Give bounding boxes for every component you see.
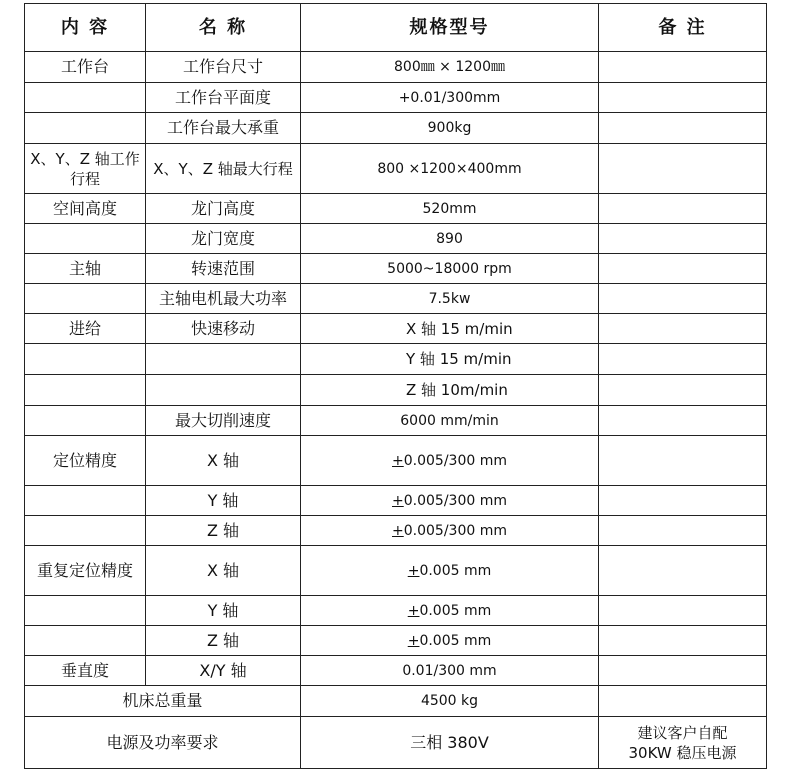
spec-cell: 890 — [301, 224, 599, 254]
table-row — [25, 194, 767, 224]
name-cell: X 轴 — [146, 436, 301, 486]
name-cell: X、Y、Z 轴最大行程 — [146, 144, 301, 194]
spec-cell: 7.5kw — [301, 284, 599, 314]
table-row — [25, 284, 767, 314]
name-cell: 工作台尺寸 — [146, 52, 301, 83]
spec-cell — [301, 596, 599, 626]
name-cell: Y 轴 — [146, 596, 301, 626]
name-cell: 龙门宽度 — [146, 224, 301, 254]
category-cell: 定位精度 — [25, 436, 146, 486]
header-note: 备 注 — [599, 4, 767, 52]
note-cell — [599, 375, 767, 406]
power-row — [25, 717, 767, 769]
plus-minus-sign: + — [392, 522, 404, 539]
note-cell — [599, 52, 767, 83]
note-cell — [599, 546, 767, 596]
category-cell — [25, 626, 146, 656]
category-cell — [25, 516, 146, 546]
table-row — [25, 52, 767, 83]
table-row — [25, 656, 767, 686]
spec-cell: X 轴 15 m/min — [301, 314, 599, 344]
spec-value: 0.005 mm — [419, 602, 492, 619]
name-cell: X/Y 轴 — [146, 656, 301, 686]
name-cell: 最大切削速度 — [146, 406, 301, 436]
note-cell — [599, 314, 767, 344]
spec-cell — [301, 486, 599, 516]
spec-cell — [301, 626, 599, 656]
power-value: 三相 380V — [301, 717, 599, 769]
category-cell — [25, 406, 146, 436]
name-cell: 主轴电机最大功率 — [146, 284, 301, 314]
note-cell — [599, 626, 767, 656]
spec-cell: 800㎜ × 1200㎜ — [301, 52, 599, 83]
name-cell: Z 轴 — [146, 626, 301, 656]
table-row — [25, 224, 767, 254]
note-cell — [599, 656, 767, 686]
plus-minus-sign: + — [407, 632, 420, 649]
note-cell — [599, 284, 767, 314]
category-cell: 进给 — [25, 314, 146, 344]
table-row — [25, 83, 767, 113]
category-cell — [25, 224, 146, 254]
category-cell — [25, 596, 146, 626]
spec-value: 0.005/300 mm — [403, 522, 507, 539]
spec-cell: 900kg — [301, 113, 599, 144]
plus-minus-sign: + — [407, 602, 420, 619]
name-cell: 工作台最大承重 — [146, 113, 301, 144]
category-cell: 垂直度 — [25, 656, 146, 686]
category-cell: 空间高度 — [25, 194, 146, 224]
note-cell — [599, 516, 767, 546]
note-cell — [599, 596, 767, 626]
spec-cell: 520mm — [301, 194, 599, 224]
name-cell: Z 轴 — [146, 516, 301, 546]
note-cell — [599, 224, 767, 254]
header-name: 名 称 — [146, 4, 301, 52]
spec-cell: +0.01/300mm — [301, 83, 599, 113]
name-cell: Y 轴 — [146, 486, 301, 516]
spec-value: 0.005/300 mm — [403, 452, 507, 469]
category-cell — [25, 83, 146, 113]
weight-note — [599, 686, 767, 717]
table-row — [25, 626, 767, 656]
category-cell — [25, 284, 146, 314]
name-cell — [146, 344, 301, 375]
table-row — [25, 596, 767, 626]
name-cell: 快速移动 — [146, 314, 301, 344]
header-row — [25, 4, 767, 52]
category-cell — [25, 113, 146, 144]
name-cell: 工作台平面度 — [146, 83, 301, 113]
table-row — [25, 516, 767, 546]
power-note-line: 建议客户自配 — [637, 723, 728, 742]
category-cell — [25, 375, 146, 406]
spec-value: 0.005/300 mm — [403, 492, 507, 509]
spec-cell — [301, 436, 599, 486]
plus-minus-sign: + — [392, 492, 404, 509]
power-label: 电源及功率要求 — [25, 717, 301, 769]
table-row — [25, 254, 767, 284]
spec-cell: 5000~18000 rpm — [301, 254, 599, 284]
power-note — [599, 717, 767, 769]
spec-value: 0.005 mm — [419, 632, 492, 649]
name-cell — [146, 375, 301, 406]
category-cell: 工作台 — [25, 52, 146, 83]
category-cell: X、Y、Z 轴工作行程 — [25, 144, 146, 194]
name-cell: 转速范围 — [146, 254, 301, 284]
note-cell — [599, 486, 767, 516]
category-cell — [25, 344, 146, 375]
category-cell — [25, 486, 146, 516]
spec-cell: 6000 mm/min — [301, 406, 599, 436]
table-row — [25, 113, 767, 144]
spec-cell: 800 ×1200×400mm — [301, 144, 599, 194]
table-row — [25, 486, 767, 516]
weight-label: 机床总重量 — [25, 686, 301, 717]
category-cell: 重复定位精度 — [25, 546, 146, 596]
plus-minus-sign: + — [392, 452, 404, 469]
weight-value: 4500 kg — [301, 686, 599, 717]
table-row — [25, 314, 767, 344]
spec-cell: Z 轴 10m/min — [301, 375, 599, 406]
table-row — [25, 344, 767, 375]
table-row — [25, 144, 767, 194]
note-cell — [599, 113, 767, 144]
table-row — [25, 546, 767, 596]
note-cell — [599, 436, 767, 486]
power-note-line: 30KW 稳压电源 — [628, 743, 737, 762]
spec-table — [24, 3, 767, 769]
name-cell: X 轴 — [146, 546, 301, 596]
note-cell — [599, 406, 767, 436]
spec-cell — [301, 516, 599, 546]
category-cell: 主轴 — [25, 254, 146, 284]
spec-cell — [301, 546, 599, 596]
header-content: 内 容 — [25, 4, 146, 52]
table-row — [25, 375, 767, 406]
spec-cell: 0.01/300 mm — [301, 656, 599, 686]
table-row — [25, 436, 767, 486]
weight-row — [25, 686, 767, 717]
spec-value: 0.005 mm — [419, 562, 492, 579]
note-cell — [599, 344, 767, 375]
name-cell: 龙门高度 — [146, 194, 301, 224]
header-spec: 规格型号 — [301, 4, 599, 52]
plus-minus-sign: + — [407, 562, 420, 579]
note-cell — [599, 83, 767, 113]
table-row — [25, 406, 767, 436]
spec-cell: Y 轴 15 m/min — [301, 344, 599, 375]
note-cell — [599, 144, 767, 194]
note-cell — [599, 254, 767, 284]
note-cell — [599, 194, 767, 224]
